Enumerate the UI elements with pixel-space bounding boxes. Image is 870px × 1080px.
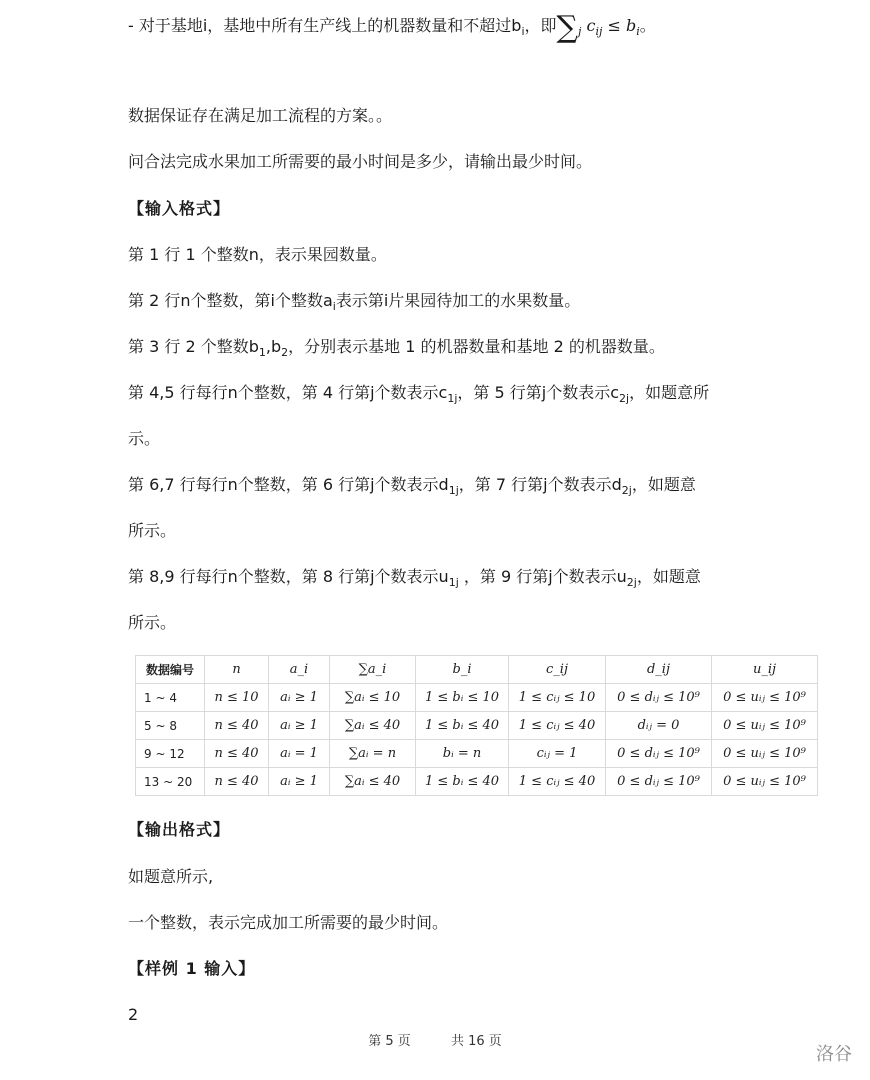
c-var: c xyxy=(586,16,596,35)
table-cell: 1 ~ 4 xyxy=(136,684,205,712)
table-cell: n ≤ 10 xyxy=(205,684,269,712)
page-number: 第 5 页 xyxy=(368,1034,411,1049)
b2-subscript: i xyxy=(636,25,640,38)
page-total: 共 16 页 xyxy=(450,1034,502,1049)
table-header-cell: d_ij xyxy=(606,656,712,684)
input-line-2-text-b: 表示第i片果园待加工的水果数量。 xyxy=(335,291,581,310)
c-subscript: ij xyxy=(595,25,603,38)
para-question: 问合法完成水果加工所需要的最小时间是多少，请输出最少时间。 xyxy=(128,152,593,171)
line89-text-a: 第 8,9 行每行n个整数，第 8 行第j个数表示u xyxy=(128,567,449,586)
table-cell: n ≤ 40 xyxy=(205,712,269,740)
line45-text-c: ，如题意所 xyxy=(629,383,710,402)
line89-text-b: ，第 9 行第j个数表示u xyxy=(458,567,627,586)
b2-var: b xyxy=(270,337,282,356)
table-cell: 1 ≤ bᵢ ≤ 40 xyxy=(416,712,509,740)
line67-text-a: 第 6,7 行每行n个整数，第 6 行第j个数表示d xyxy=(128,475,449,494)
table-header-cell: c_ij xyxy=(509,656,606,684)
line67-text-b: ，第 7 行第j个数表示d xyxy=(458,475,622,494)
input-line-89 xyxy=(128,565,701,589)
table-cell: 1 ≤ cᵢⱼ ≤ 40 xyxy=(509,712,606,740)
input-line-3-text-c: ，分别表示基地 1 的机器数量和基地 2 的机器数量。 xyxy=(288,337,665,356)
constraint-end: 。 xyxy=(639,16,656,35)
input-line-3-text-a: 第 3 行 2 个整数 xyxy=(128,337,249,356)
table-row xyxy=(136,684,818,712)
table-row xyxy=(136,768,818,796)
constraint-line xyxy=(128,10,656,45)
sample-input-heading: 【样例 1 输入】 xyxy=(128,959,256,978)
table-row xyxy=(136,712,818,740)
line89-sub-1: 1j xyxy=(448,576,459,589)
sum-index: j xyxy=(577,25,582,38)
table-cell: 1 ≤ cᵢⱼ ≤ 10 xyxy=(509,684,606,712)
table-cell: 0 ≤ dᵢⱼ ≤ 10⁹ xyxy=(606,684,712,712)
table-header-cell: n xyxy=(205,656,269,684)
table-cell: ∑aᵢ ≤ 10 xyxy=(330,684,416,712)
table-header-cell: b_i xyxy=(416,656,509,684)
input-line-2-text-a: 第 2 行n个整数，第i个整数a xyxy=(128,291,333,310)
constraint-mid: ，即 xyxy=(524,16,557,35)
table-cell: dᵢⱼ = 0 xyxy=(606,712,712,740)
line67-sub-1: 1j xyxy=(448,484,459,497)
output-line-2: 一个整数，表示完成加工所需要的最少时间。 xyxy=(128,913,449,932)
line89-sub-2: 2j xyxy=(626,576,637,589)
sample-input-value: 2 xyxy=(128,1005,139,1024)
table-header-cell: 数据编号 xyxy=(136,656,205,684)
table-cell: n ≤ 40 xyxy=(205,740,269,768)
b-comma: , xyxy=(265,337,271,356)
input-line-89-cont: 所示。 xyxy=(128,613,177,632)
line67-sub-2: 2j xyxy=(621,484,632,497)
table-cell: 9 ~ 12 xyxy=(136,740,205,768)
constraint-prefix: - 对于基地i，基地中所有生产线上的机器数量和不超过b xyxy=(128,16,522,35)
para-guarantee: 数据保证存在满足加工流程的方案。。 xyxy=(128,106,393,125)
b1-sub: 1 xyxy=(258,346,266,359)
input-line-45 xyxy=(128,381,709,405)
le-b: ≤ b xyxy=(602,16,637,35)
table-cell: aᵢ ≥ 1 xyxy=(269,684,330,712)
table-row xyxy=(136,740,818,768)
line45-text-b: ，第 5 行第j个数表示c xyxy=(457,383,620,402)
sum-symbol: ∑ xyxy=(556,10,578,45)
table-cell: aᵢ ≥ 1 xyxy=(269,712,330,740)
table-cell: bᵢ = n xyxy=(416,740,509,768)
page-footer xyxy=(0,1030,870,1049)
line89-text-c: ，如题意 xyxy=(636,567,701,586)
table-cell: cᵢⱼ = 1 xyxy=(509,740,606,768)
input-line-67 xyxy=(128,473,696,497)
table-cell: ∑aᵢ ≤ 40 xyxy=(330,712,416,740)
line45-sub-1: 1j xyxy=(447,392,458,405)
table-cell: ∑aᵢ ≤ 40 xyxy=(330,768,416,796)
input-line-67-cont: 所示。 xyxy=(128,521,177,540)
table-cell: 0 ≤ uᵢⱼ ≤ 10⁹ xyxy=(712,740,818,768)
input-line-2-sub: i xyxy=(332,300,336,313)
input-format-heading: 【输入格式】 xyxy=(128,199,231,218)
table-cell: ∑aᵢ = n xyxy=(330,740,416,768)
luogu-watermark: 洛谷 xyxy=(816,1044,852,1065)
constraints-table xyxy=(135,655,818,796)
table-cell: 1 ≤ bᵢ ≤ 40 xyxy=(416,768,509,796)
line45-text-a: 第 4,5 行每行n个整数，第 4 行第j个数表示c xyxy=(128,383,448,402)
input-line-2 xyxy=(128,289,580,313)
b-subscript: i xyxy=(521,25,525,38)
table-cell: 0 ≤ dᵢⱼ ≤ 10⁹ xyxy=(606,768,712,796)
table-header-cell: u_ij xyxy=(712,656,818,684)
table-cell: 0 ≤ uᵢⱼ ≤ 10⁹ xyxy=(712,712,818,740)
input-line-1: 第 1 行 1 个整数n，表示果园数量。 xyxy=(128,245,387,264)
line45-sub-2: 2j xyxy=(619,392,630,405)
table-cell: n ≤ 40 xyxy=(205,768,269,796)
table-cell: aᵢ = 1 xyxy=(269,740,330,768)
table-cell: 5 ~ 8 xyxy=(136,712,205,740)
table-cell: 1 ≤ cᵢⱼ ≤ 40 xyxy=(509,768,606,796)
output-format-heading: 【输出格式】 xyxy=(128,820,231,839)
table-cell: 1 ≤ bᵢ ≤ 10 xyxy=(416,684,509,712)
table-header-cell: a_i xyxy=(269,656,330,684)
input-line-3 xyxy=(128,335,665,359)
table-cell: 0 ≤ uᵢⱼ ≤ 10⁹ xyxy=(712,768,818,796)
table-cell: 0 ≤ dᵢⱼ ≤ 10⁹ xyxy=(606,740,712,768)
table-cell: aᵢ ≥ 1 xyxy=(269,768,330,796)
table-header-cell: ∑a_i xyxy=(330,656,416,684)
input-line-45-cont: 示。 xyxy=(128,429,161,448)
table-header-row xyxy=(136,656,818,684)
output-line-1: 如题意所示, xyxy=(128,867,214,886)
b1-var: b xyxy=(248,337,259,356)
table-cell: 0 ≤ uᵢⱼ ≤ 10⁹ xyxy=(712,684,818,712)
line67-text-c: ，如题意 xyxy=(631,475,696,494)
b2-sub: 2 xyxy=(281,346,289,359)
table-cell: 13 ~ 20 xyxy=(136,768,205,796)
